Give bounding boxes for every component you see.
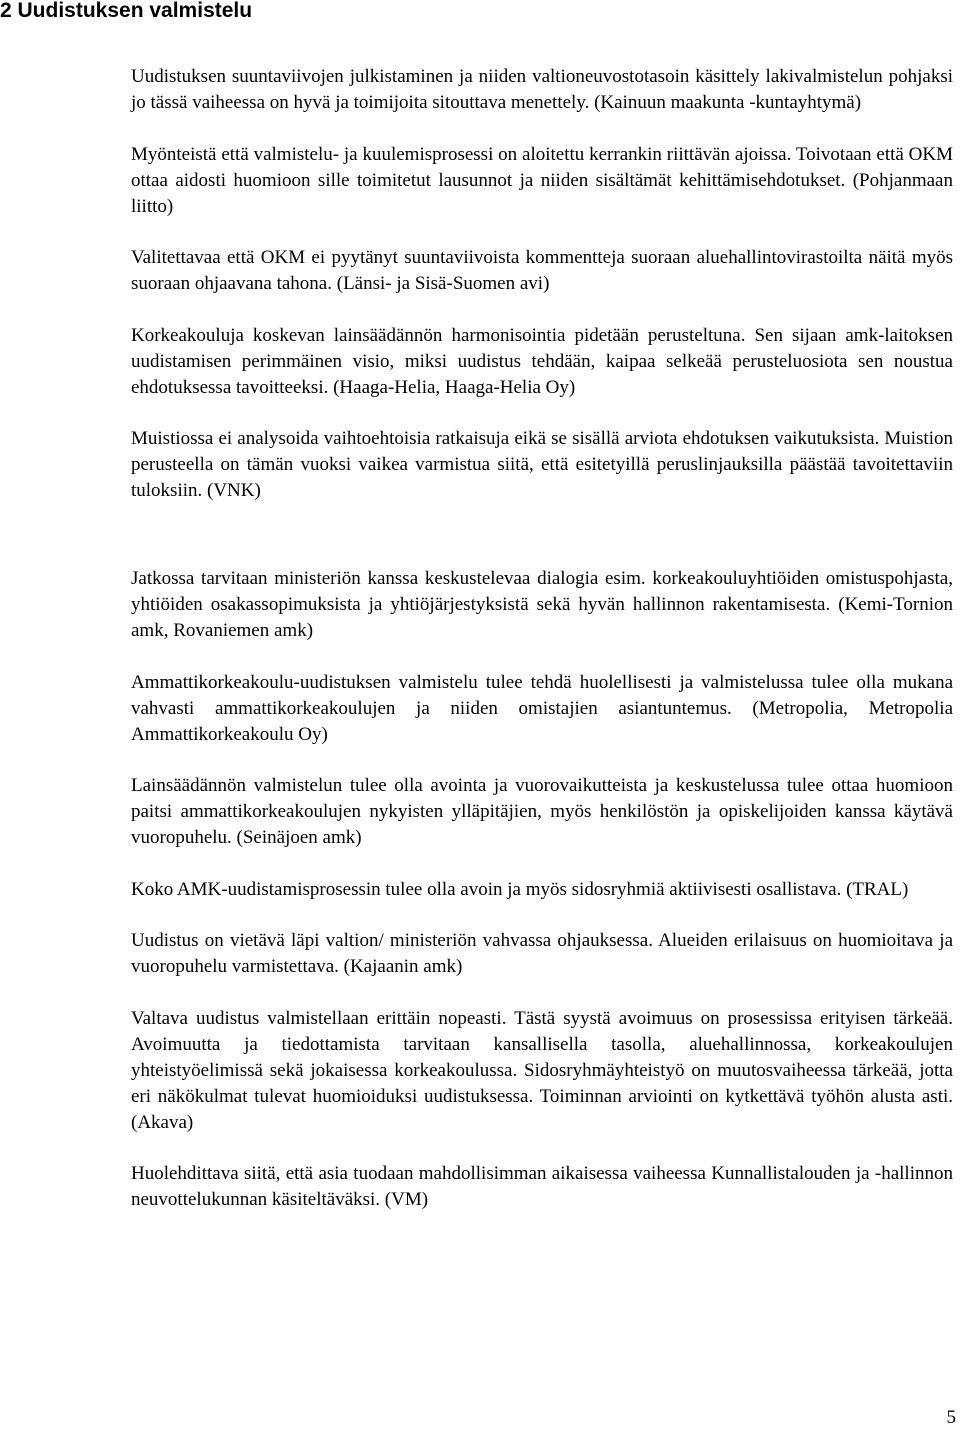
page-number: 5	[946, 1407, 956, 1428]
paragraph-kajaani: Uudistus on vietävä läpi valtion/ ministeriön vahvassa ohjauksessa. Alueiden erilaisuus on huomioitava ja vuoropuhelu varmistettava. (Kajaanin amk)	[131, 930, 953, 977]
paragraph-vm: Huolehdittava siitä, että asia tuodaan mahdollisimman aikaisessa vaiheessa Kunnallistalouden ja -hallinnon neuvottelukunnan käsiteltäväksi. (VM)	[131, 1163, 953, 1210]
paragraph-avi: Valitettavaa että OKM ei pyytänyt suuntaviivoista kommentteja suoraan aluehallintovirastoilta näitä myös suoraan ohjaavana tahona. (Länsi- ja Sisä-Suomen avi)	[131, 247, 953, 294]
paragraph-seinajoki: Lainsäädännön valmistelun tulee olla avointa ja vuorovaikutteista ja keskustelussa tulee ottaa huomioon paitsi ammattikorkeakoulujen nykyisten ylläpitäjien, myös henkilöstön ja opiskelijoiden kanssa käytävä vuoropuhelu. (Seinäjoen amk)	[131, 775, 953, 848]
paragraph-pohjanmaa: Myönteistä että valmistelu- ja kuulemisprosessi on aloitettu kerrankin riittävän ajoissa. Toivotaan että OKM ottaa aidosti huomioon sille toimitetut lausunnot ja niiden sisältämät kehittämisehdotukset. (Pohjanmaan liitto)	[131, 143, 953, 217]
paragraph-haaga-helia: Korkeakouluja koskevan lainsäädännön harmonisointia pidetään perusteltuna. Sen sijaan amk-laitoksen uudistamisen perimmäinen visio, miksi uudistus tehdään, kaipaa selkeää perusteluosiota sen noustua ehdotuksessa tavoitteeksi. (Haaga-Helia, Haaga-Helia Oy)	[131, 324, 953, 398]
document-body	[131, 64, 953, 1239]
paragraph-kainuu: Uudistuksen suuntaviivojen julkistaminen ja niiden valtioneuvostotasoin käsittely lakivalmistelun pohjaksi jo tässä vaiheessa on hyvä ja toimijoita sitouttava menettely. (Kainuun maakunta -kuntayhtymä)	[131, 66, 953, 113]
paragraph-tral: Koko AMK-uudistamisprosessin tulee olla avoin ja myös sidosryhmiä aktiivisesti osallistava. (TRAL)	[131, 878, 909, 900]
paragraph-kemi-tornio: Jatkossa tarvitaan ministeriön kanssa keskustelevaa dialogia esim. korkeakouluyhtiöiden omistuspohjasta, yhtiöiden osakassopimuksista ja yhtiöjärjestyksistä sekä hyvän hallinnon rakentamisesta. (Kemi-Tornion amk, Rovaniemen amk)	[131, 568, 953, 641]
paragraph-vnk: Muistiossa ei analysoida vaihtoehtoisia ratkaisuja eikä se sisällä arviota ehdotuksen vaikutuksista. Muistion perusteella on tämän vuoksi vaikea varmistua siitä, että esitetyillä peruslinjauksilla päästää tavoitettaviin tuloksiin. (VNK)	[131, 428, 953, 501]
paragraph-metropolia: Ammattikorkeakoulu-uudistuksen valmistelu tulee tehdä huolellisesti ja valmistelussa tulee olla mukana vahvasti ammattikorkeakoulujen ja niiden omistajien asiantuntemus. (Metropolia, Metropolia Ammattikorkeakoulu Oy)	[131, 671, 953, 745]
paragraph-akava: Valtava uudistus valmistellaan erittäin nopeasti. Tästä syystä avoimuus on prosessissa erityisen tärkeää. Avoimuutta ja tiedottamista tarvitaan kansallisella tasolla, aluehallinnossa, korkeakoulujen yhteistyöelimissä sekä jokaisessa korkeakoulussa. Sidosryhmäyhteistyö on muutosvaiheessa tärkeää, jotta eri näkökulmat tulevat huomioiduksi uudistuksessa. Toiminnan arviointi on kytkettävä työhön alusta asti. (Akava)	[131, 1007, 953, 1133]
section-heading: 2 Uudistuksen valmistelu	[0, 0, 253, 22]
